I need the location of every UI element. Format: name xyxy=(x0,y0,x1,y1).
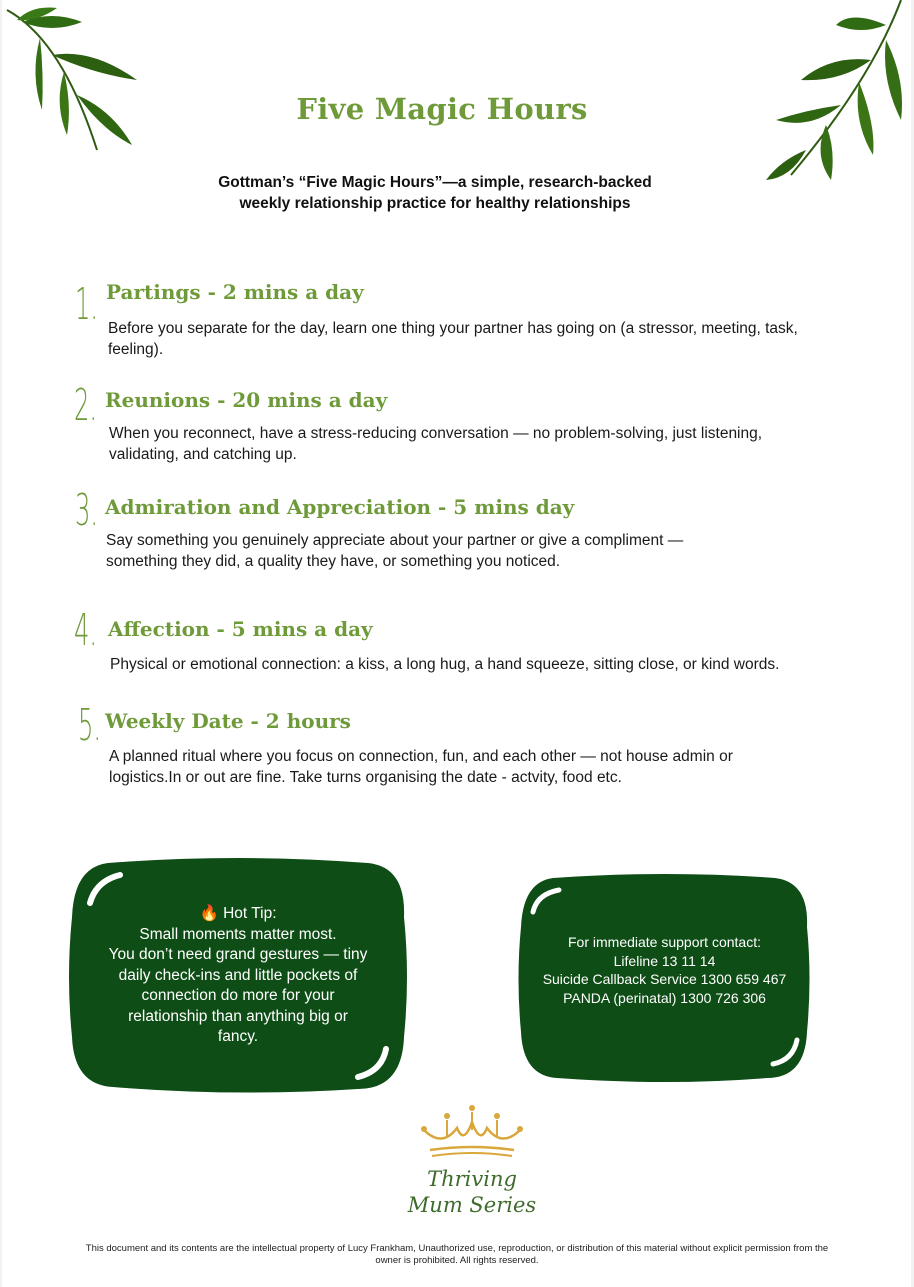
item-number: 3. xyxy=(75,485,99,536)
subtitle-line: weekly relationship practice for healthy relationships xyxy=(239,195,631,212)
crown-icon xyxy=(402,1100,542,1160)
hot-tip-line: relationship than anything big or xyxy=(128,1007,348,1025)
footer-line: This document and its contents are the intellectual property of Lucy Frankham, Unauthorized use, reproduction, or distribution of this material without explicit permission from the xyxy=(85,1243,829,1254)
logo-word-line: Mum Series xyxy=(407,1193,537,1217)
support-box xyxy=(517,872,812,1084)
item-title: Affection - 5 mins a day xyxy=(108,617,373,641)
hot-tip-line: daily check-ins and little pockets of xyxy=(118,966,358,984)
footer-line: owner is prohibited. All rights reserved. xyxy=(375,1255,539,1266)
subtitle-line: Gottman’s “Five Magic Hours”—a simple, research-backed xyxy=(218,174,652,191)
item-body: Before you separate for the day, learn one thing your partner has going on (a stressor, meeting, task, feeling). xyxy=(108,320,798,358)
leaf-branch-left-icon xyxy=(2,0,152,160)
hot-tip-box xyxy=(68,857,408,1095)
hot-tip-text xyxy=(68,904,408,1048)
item-title: Admiration and Appreciation - 5 mins day xyxy=(105,495,575,519)
hot-tip-line: fancy. xyxy=(217,1028,259,1045)
support-heading: For immediate support contact: xyxy=(568,934,761,950)
page-title: Five Magic Hours xyxy=(296,92,588,126)
thriving-mum-series-logo xyxy=(402,1100,542,1225)
item-body: Say something you genuinely appreciate about your partner or give a compliment — something they did, a quality they have, or something you noticed. xyxy=(106,532,684,570)
item-body: When you reconnect, have a stress-reducing conversation — no problem-solving, just listening, validating, and catching up. xyxy=(109,425,763,463)
item-number: 1. xyxy=(75,279,99,330)
hot-tip-line: connection do more for your xyxy=(141,987,335,1004)
support-line: Suicide Callback Service 1300 659 467 xyxy=(542,971,787,987)
item-number: 5. xyxy=(78,700,102,751)
copyright-footer xyxy=(26,1243,888,1267)
item-title: Partings - 2 mins a day xyxy=(106,280,364,304)
item-body: A planned ritual where you focus on connection, fun, and each other — not house admin or logistics.In or out are fine. Take turns organising the date - actvity, food etc. xyxy=(109,748,733,786)
item-number: 4. xyxy=(74,605,98,656)
support-line: PANDA (perinatal) 1300 726 306 xyxy=(563,989,766,1006)
hot-tip-line: Small moments matter most. xyxy=(139,925,337,943)
item-title: Reunions - 20 mins a day xyxy=(105,388,388,412)
item-title: Weekly Date - 2 hours xyxy=(105,709,351,733)
item-number: 2. xyxy=(74,380,98,431)
hot-tip-heading: 🔥 Hot Tip: xyxy=(199,905,277,922)
support-text xyxy=(517,933,812,1007)
subtitle xyxy=(2,172,868,214)
document-page xyxy=(2,0,911,1287)
support-line: Lifeline 13 11 14 xyxy=(613,952,716,969)
hot-tip-line: You don’t need grand gestures — tiny xyxy=(108,946,368,963)
logo-word-line: Thriving xyxy=(427,1167,517,1191)
item-body: Physical or emotional connection: a kiss, a long hug, a hand squeeze, sitting close, or kind words. xyxy=(110,656,780,673)
